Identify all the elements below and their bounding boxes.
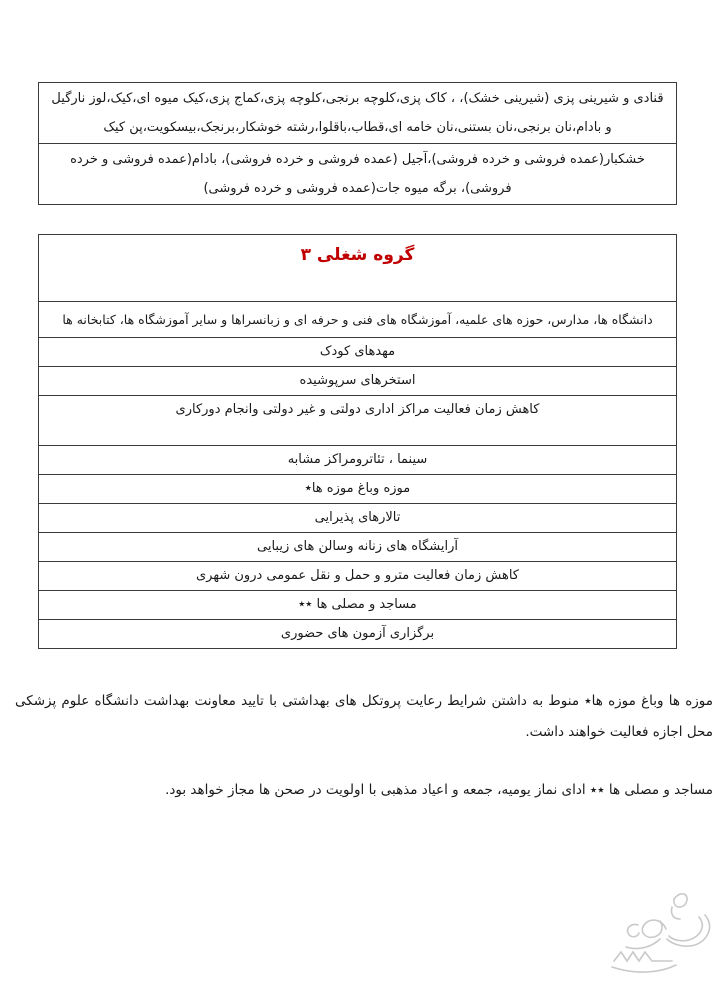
footnote-mosques: مساجد و مصلی ها ٭٭ ادای نماز یومیه، جمعه و اعیاد مذهبی با اولویت در صحن ها مجاز خواهد بود. xyxy=(165,782,713,798)
table-row: موزه وباغ موزه ها٭ xyxy=(39,474,676,503)
table-row: دانشگاه ها، مدارس، حوزه های علمیه، آموزشگاه های فنی و حرفه ای و زبانسراها و سایر آموزشگاه ها، کتابخانه ها xyxy=(39,301,676,337)
table-row: استخرهای سرپوشیده xyxy=(39,366,676,395)
footnote-museums: موزه ها وباغ موزه ها٭ منوط به داشتن شرایط رعایت پروتکل های بهداشتی با تایید معاونت بهداشت دانشگاه علوم پزشکی محل اجازه فعالیت خواهند داشت. xyxy=(15,693,713,740)
table-row: مساجد و مصلی ها ٭٭ xyxy=(39,590,676,619)
table-row: خشکبار(عمده فروشی و خرده فروشی)،آجیل (عمده فروشی و خرده فروشی)، بادام(عمده فروشی و خرده فروشی)، برگه میوه جات(عمده فروشی و خرده فروشی) xyxy=(39,143,676,204)
table-row: کاهش زمان فعالیت مترو و حمل و نقل عمومی درون شهری xyxy=(39,561,676,590)
dried-sweets-nuts-table xyxy=(38,82,677,205)
table-row: آرایشگاه های زنانه وسالن های زیبایی xyxy=(39,532,676,561)
table-row: سینما ، تئاترومراکز مشابه xyxy=(39,445,676,474)
job-group-3-title: گروه شغلی ۳ xyxy=(300,245,415,265)
table-row: برگزاری آزمون های حضوری xyxy=(39,619,676,648)
table-row: کاهش زمان فعالیت مراکز اداری دولتی و غیر دولتی وانجام دورکاری xyxy=(39,395,676,445)
table-row: مهدهای کودک xyxy=(39,337,676,366)
table-row: قنادی و شیرینی پزی (شیرینی خشک)، ، کاک پزی،کلوچه برنجی،کلوچه پزی،کماج پزی،کیک میوه ای،کیک،لوز نارگیل و بادام،نان برنجی،نان بستنی،نان خامه ای،قطاب،باقلوا،رشته خوشکار،برنجک،بیسکویت،پن کیک xyxy=(51,91,664,135)
calligraphic-logo-watermark-icon xyxy=(608,877,716,977)
document-page xyxy=(0,82,724,806)
table-row: تالارهای پذیرایی xyxy=(39,503,676,532)
job-group-3-table xyxy=(38,234,677,649)
footnotes xyxy=(15,686,713,806)
